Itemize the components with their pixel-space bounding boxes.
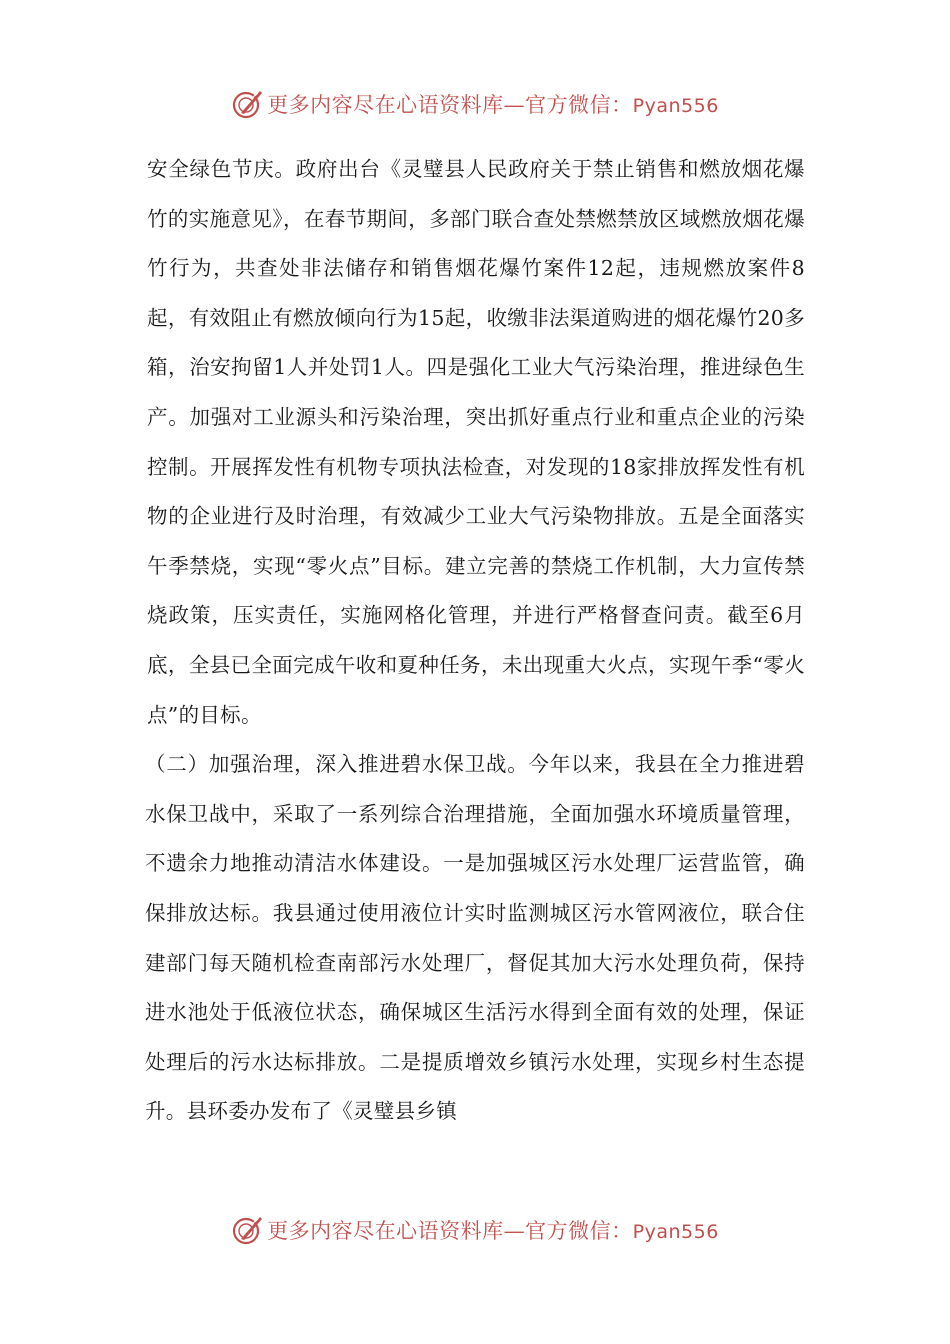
header-banner (0, 86, 950, 122)
banner-text: 更多内容尽在心语资料库—官方微信：Pyan556 (267, 1219, 719, 1243)
banner-text: 更多内容尽在心语资料库—官方微信：Pyan556 (267, 93, 719, 117)
quill-pen-logo-icon (231, 1213, 265, 1247)
footer-banner (0, 1212, 950, 1248)
wechat-id: Pyan556 (632, 1221, 719, 1243)
quill-pen-logo-icon (231, 87, 265, 121)
paragraph: 安全绿色节庆。政府出台《灵璧县人民政府关于禁止销售和燃放烟花爆竹的实施意见》，在春节期间，多部门联合查处禁燃禁放区域燃放烟花爆竹行为，共查处非法储存和销售烟花爆竹案件12起，违规燃放案件8起，有效阻止有燃放倾向行为15起，收缴非法渠道购进的烟花爆竹20多箱，治安拘留1人并处罚1人。四是强化工业大气污染治理，推进绿色生产。加强对工业源头和污染治理，突出抓好重点行业和重点企业的污染控制。开展挥发性有机物专项执法检查，对发现的18家排放挥发性有机物的企业进行及时治理，有效减少工业大气污染物排放。五是全面落实午季禁烧，实现“零火点”目标。建立完善的禁烧工作机制，大力宣传禁烧政策，压实责任，实施网格化管理，并进行严格督查问责。截至6月底，全县已全面完成午收和夏种任务，未出现重大火点，实现午季“零火点”的目标。 (147, 157, 805, 727)
wechat-id: Pyan556 (632, 95, 719, 117)
paragraph: （二）加强治理，深入推进碧水保卫战。今年以来，我县在全力推进碧水保卫战中，采取了一系列综合治理措施，全面加强水环境质量管理，不遗余力地推动清洁水体建设。一是加强城区污水处理厂运营监管，确保排放达标。我县通过使用液位计实时监测城区污水管网液位，联合住建部门每天随机检查南部污水处理厂，督促其加大污水处理负荷，保持进水池处于低液位状态，确保城区生活污水得到全面有效的处理，保证处理后的污水达标排放。二是提质增效乡镇污水处理，实现乡村生态提升。县环委办发布了《灵璧县乡镇 (145, 752, 805, 1124)
document-body (147, 145, 805, 1137)
